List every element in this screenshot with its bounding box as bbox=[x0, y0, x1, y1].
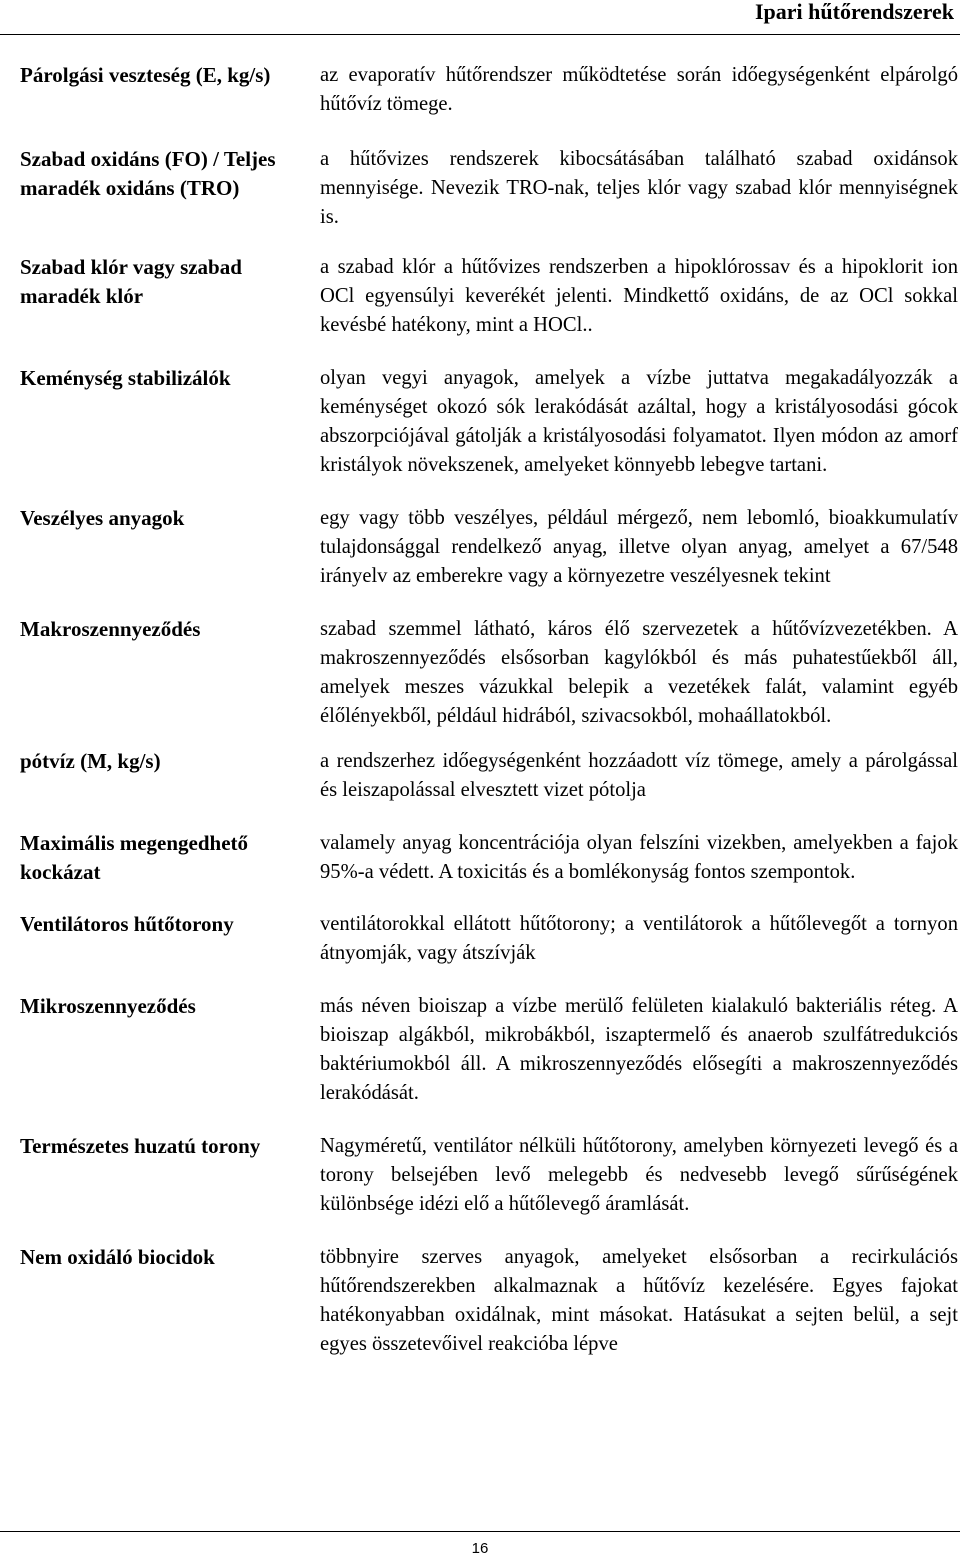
glossary-entry bbox=[20, 992, 958, 1108]
glossary-definition: az evaporatív hűtőrendszer működtetése során időegységenként elpárolgó hűtővíz tömege. bbox=[320, 64, 958, 115]
glossary-definition: szabad szemmel látható, káros élő szervezetek a hűtővízvezetékben. A makroszennyeződés elsősorban kagylókból és más puhatestűekből áll, amelyek meszes vázukkal belepik a vezetékek falát, valamint egyéb élőlényekből, például hidrából, szivacsokból, mohaállatokból. bbox=[320, 618, 958, 727]
glossary-term: Párolgási veszteség (E, kg/s) bbox=[20, 63, 271, 87]
page-header bbox=[0, 0, 960, 35]
running-header-title: Ipari hűtőrendszerek bbox=[754, 0, 954, 24]
glossary-entry bbox=[20, 61, 958, 119]
glossary-definition: többnyire szerves anyagok, amelyeket elsősorban a recirkulációs hűtőrendszerekben alkalmaznak a hűtővíz kezelésére. Egyes fajokat hatékonyabban oxidálnak, mint másokat. Hatásukat a sejten belül, a sejt egyes összetevőivel reakcióba lépve bbox=[320, 1246, 958, 1355]
glossary-definition: a hűtővizes rendszerek kibocsátásában található szabad oxidánsok mennyisége. Nevezik TRO-nak, teljes klór vagy szabad klór mennyiségnek is. bbox=[320, 148, 958, 228]
glossary-entry bbox=[20, 829, 958, 887]
glossary-definition: a rendszerhez időegységenként hozzáadott víz tömege, amely a párolgással és leiszapolással elvesztett vizet pótolja bbox=[320, 750, 958, 801]
glossary-entry bbox=[20, 615, 958, 731]
page-number: 16 bbox=[471, 1540, 489, 1557]
glossary-term: Maximális megengedhető kockázat bbox=[20, 831, 249, 884]
glossary-entry bbox=[20, 910, 958, 968]
glossary-entry bbox=[20, 747, 958, 805]
glossary-entry bbox=[20, 364, 958, 480]
glossary-term: Mikroszennyeződés bbox=[20, 994, 196, 1018]
glossary-term: Makroszennyeződés bbox=[20, 617, 201, 641]
glossary-definition: Nagyméretű, ventilátor nélküli hűtőtorony, amelyben környezeti levegő és a torony belsejében levő melegebb és nedvesebb levegő sűrűségének különbsége idézi elő a hűtőlevegő áramlását. bbox=[320, 1135, 958, 1215]
glossary-entry bbox=[20, 1243, 958, 1359]
glossary-definition: ventilátorokkal ellátott hűtőtorony; a ventilátorok a hűtőlevegőt a tornyon átnyomják, vagy átszívják bbox=[320, 913, 958, 964]
glossary-entry bbox=[20, 504, 958, 591]
glossary-definition: olyan vegyi anyagok, amelyek a vízbe juttatva megakadályozzák a keménységet okozó sók lerakódását azáltal, hogy a kristályosodási gócok abszorpciójával gátolják a kristályosodási folyamatot. Ilyen módon az amorf kristályok növekszenek, amelyeket könnyebb lebegve tartani. bbox=[320, 367, 958, 476]
glossary-term: Veszélyes anyagok bbox=[20, 506, 185, 530]
glossary-term: Szabad klór vagy szabad maradék klór bbox=[20, 255, 242, 308]
glossary-term: pótvíz (M, kg/s) bbox=[20, 749, 161, 773]
glossary-term: Szabad oxidáns (FO) / Teljes maradék oxidáns (TRO) bbox=[20, 147, 276, 200]
glossary-definition: más néven bioiszap a vízbe merülő felületen kialakuló bakteriális réteg. A bioiszap algákból, mikrobákból, iszaptermelő és anaerob szulfátredukciós baktériumokból áll. A mikroszennyeződés elősegíti a makroszennyeződés lerakódását. bbox=[320, 995, 958, 1104]
glossary-term: Keménység stabilizálók bbox=[20, 366, 231, 390]
glossary-list bbox=[20, 61, 958, 1359]
footer-divider bbox=[0, 1531, 960, 1532]
glossary-entry bbox=[20, 253, 958, 340]
glossary-definition: valamely anyag koncentrációja olyan felszíni vizekben, amelyekben a fajok 95%-a védett. A toxicitás és a bomlékonyság fontos szempontok. bbox=[320, 832, 958, 883]
glossary-term: Természetes huzatú torony bbox=[20, 1134, 261, 1158]
glossary-term: Nem oxidáló biocidok bbox=[20, 1245, 215, 1269]
glossary-definition: egy vagy több veszélyes, például mérgező, nem lebomló, bioakkumulatív tulajdonsággal rendelkező anyag, illetve olyan anyag, amelyet a 67/548 irányelv az emberekre vagy a környezetre veszélyesnek tekint bbox=[320, 507, 958, 587]
glossary-term: Ventilátoros hűtőtorony bbox=[20, 912, 234, 936]
glossary-entry bbox=[20, 145, 958, 232]
glossary-definition: a szabad klór a hűtővizes rendszerben a hipoklórossav és a hipoklorit ion OCl egyensúlyi keverékét jelenti. Mindkettő oxidáns, de az OCl sokkal kevésbé hatékony, mint a HOCl.. bbox=[320, 256, 958, 336]
glossary-entry bbox=[20, 1132, 958, 1219]
